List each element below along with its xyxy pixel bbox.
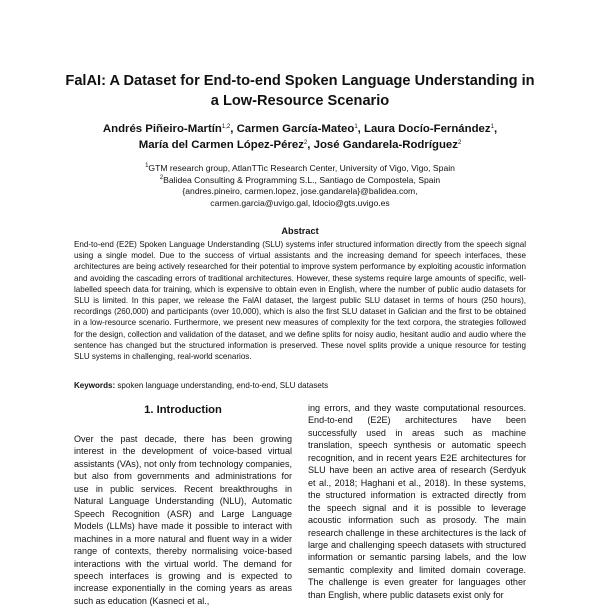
affiliation-2 <box>0 175 600 187</box>
author-name: José Gandarela-Rodríguez <box>313 139 458 151</box>
author-separator: , <box>493 123 498 135</box>
author-name: Laura Docío-Fernández <box>364 123 491 135</box>
keywords-text: spoken language understanding, end-to-end, SLU datasets <box>117 381 329 390</box>
author-affiliation-mark: 1 <box>490 124 494 130</box>
author-name: Carmen García-Mateo <box>236 123 355 135</box>
body-paragraph: Over the past decade, there has been growing interest in the development of voice-based virtual assistants (VAs), not only from technology companies, but also from governments and administrations for use in public services. Recent breakthroughs in Natural Language Understanding (NLU), Automatic Speech Recognition (ASR) and Large Language Models (LLMs) have made it possible to interact with machines in a more natural and fluent way in a wider range of contexts, thereby normalising voice-based interactions with the virtual world. The demand for speech interfaces is growing and is expected to increase exponentially in the coming years as areas such as education (Kasneci et al., <box>74 434 292 606</box>
author-list <box>0 121 600 153</box>
author-separator: , <box>307 139 314 151</box>
paper-title <box>0 71 600 111</box>
author-affiliation-mark: 1,2 <box>221 124 231 130</box>
body-paragraph: ing errors, and they waste computational resources. End-to-end (E2E) architectures have been successfully used in areas such as machine translation, speech synthesis or automatic speech recognition, and in recent years E2E architectures for SLU have been an active area of research (Serdyuk et al., 2018; Haghani et al., 2018). In these systems, the structured information is extracted directly from the speech signal and it is possible to leverage acoustic information such as prosody. The main research challenge in these architectures is the lack of large and challenging speech datasets with structured information or semantic parsing labels, and the low semantic complexity and limited domain coverage. The challenge is even greater for languages other than English, where public datasets exist only for <box>308 403 526 600</box>
author-affiliation-mark: 2 <box>303 140 308 146</box>
author-separator: , <box>357 123 364 135</box>
keywords <box>74 380 526 391</box>
author-name: María del Carmen López-Pérez <box>138 139 304 151</box>
author-emails-line-1: {andres.pineiro, carmen.lopez, jose.gandarela}@balidea.com, <box>182 186 418 196</box>
right-column <box>308 402 526 599</box>
keywords-label: Keywords: <box>74 381 116 390</box>
author-affiliation-mark: 2 <box>457 140 462 146</box>
affiliation-text: GTM research group, AtlanTTic Research Center, University of Vigo, Vigo, Spain <box>148 163 455 173</box>
affiliation-mark: 1 <box>145 163 149 169</box>
abstract-heading: Abstract <box>281 226 319 236</box>
author-line-2 <box>0 137 600 153</box>
author-separator: , <box>230 123 237 135</box>
affiliation-text: Balidea Consulting & Programming S.L., Santiago de Compostela, Spain <box>163 174 441 185</box>
author-name: Andrés Piñeiro-Martín <box>102 123 222 135</box>
abstract-body: End-to-end (E2E) Spoken Language Understanding (SLU) systems infer structured information directly from the speech signal using a single model. Due to the success of virtual assistants and the increasing demand for speech interfaces, these architectures are being actively researched for their potential to improve system performance by exploiting acoustic information and avoiding the cascading errors of traditional architectures. However, these systems require large amounts of specific, well-labelled speech data for training, which is expensive to obtain even in English, where the number of public audio datasets for SLU is limited. In this paper, we release the FalAI dataset, the largest public SLU dataset in terms of hours (250 hours), recordings (260,000) and participants (over 10,000), which is also the first SLU dataset in Galician and the first to be obtained in a low-resource scenario. Furthermore, we present new measures of complexity for the text corpora, the strategies followed for the design, collection and validation of the dataset, and we define splits for noisy audio, hesitant audio and audio where the sentence has changed but the structured information is preserved. These novel splits provide a unique resource for testing SLU systems in challenging, real-world scenarios. <box>74 240 526 362</box>
title-line-1: FalAI: A Dataset for End-to-end Spoken Language Understanding in <box>65 73 535 89</box>
affiliation-1 <box>0 163 600 175</box>
affiliations <box>0 163 600 209</box>
author-emails-line-2: carmen.garcia@uvigo.gal, ldocio@gts.uvigo.es <box>210 197 390 208</box>
title-line-2: a Low-Resource Scenario <box>210 93 390 109</box>
author-line-1 <box>0 121 600 137</box>
author-affiliation-mark: 1 <box>354 124 358 130</box>
left-column <box>74 433 292 606</box>
section-heading-introduction: 1. Introduction <box>144 404 222 416</box>
affiliation-mark: 2 <box>159 174 164 181</box>
